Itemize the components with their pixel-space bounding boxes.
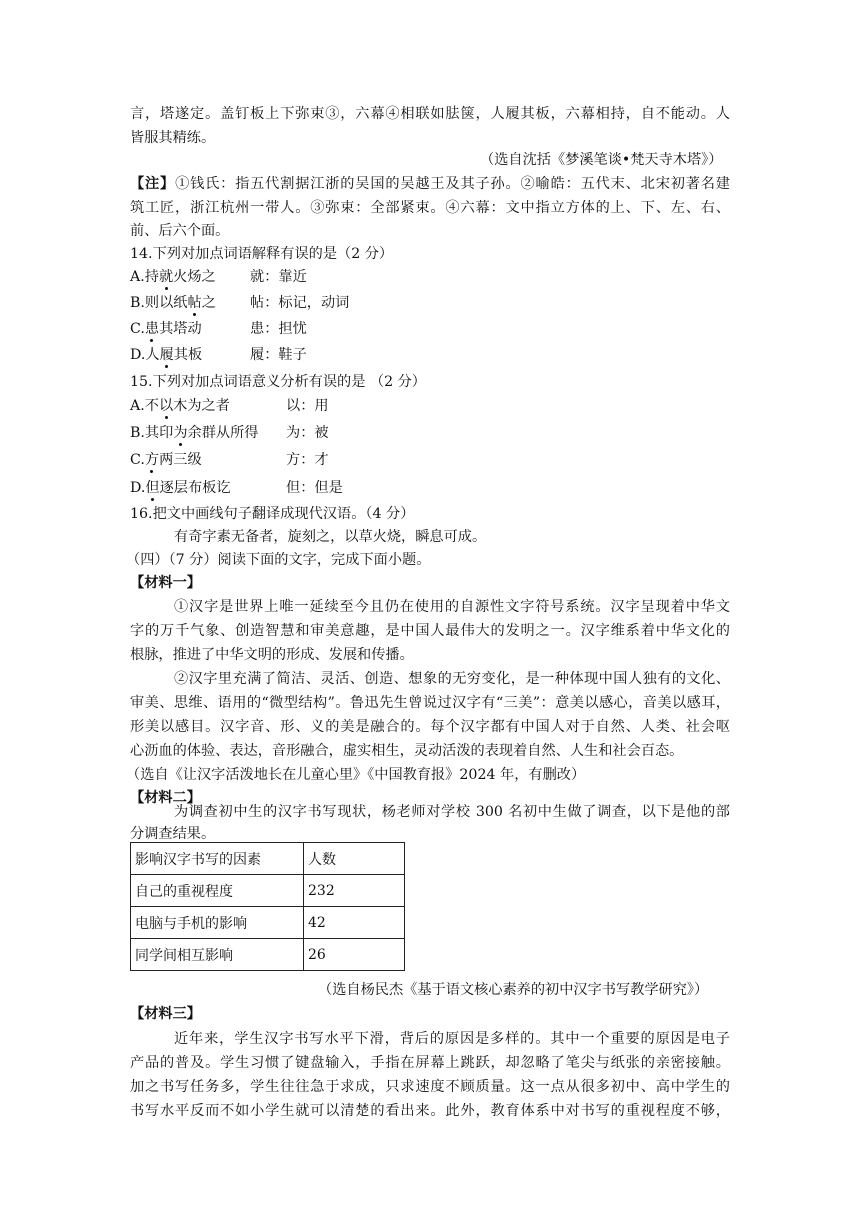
table-header-row bbox=[131, 843, 405, 875]
table-cell: 26 bbox=[304, 939, 405, 971]
material-1-text: 字的万千气象、创造智慧和审美意趣，是中国人最伟大的发明之一。汉字维系着中华文化的 bbox=[130, 623, 730, 639]
material-1-text: 根脉，推进了中华文明的形成、发展和传播。 bbox=[130, 647, 414, 663]
question-14-stem: 14.下列对加点词语解释有误的是（2 分） bbox=[130, 246, 394, 262]
passage-line: 言，塔遂定。盖钉板上下弥束③，六幕④相联如胠箧，人履其板，六幕相持，自不能动。人 bbox=[130, 106, 730, 122]
table-cell: 同学间相互影响 bbox=[131, 939, 304, 971]
table-cell: 42 bbox=[304, 907, 405, 939]
material-1-text: ①汉字是世界上唯一延续至今且仍在使用的自源性文字符号系统。汉字呈现着中华文 bbox=[174, 599, 730, 615]
note-text: ①钱氏：指五代割据江浙的吴国的吴越王及其子孙。②喻皓：五代末、北宋初著名建 bbox=[175, 176, 730, 192]
q14-option-a: A.持就火炀之 就：靠近 bbox=[130, 269, 307, 285]
material-2-text: 分调查结果。 bbox=[130, 826, 216, 842]
table-row bbox=[131, 875, 405, 907]
material-1-label: 【材料一】 bbox=[130, 575, 201, 591]
material-3-text: 近年来，学生汉字书写水平下滑，背后的原因是多样的。其中一个重要的原因是电子 bbox=[174, 1031, 730, 1047]
material-3-text: 加之书写任务多，学生往往急于求成，只求速度不顾质量。这一点从很多初中、高中学生的 bbox=[130, 1079, 730, 1095]
survey-table bbox=[130, 842, 405, 971]
material-1-source: （选自《让汉字活泼地长在儿童心里》《中国教育报》2024 年，有删改） bbox=[126, 767, 586, 783]
question-16-stem: 16.把文中画线句子翻译成现代汉语。（4 分） bbox=[130, 506, 415, 522]
note-line: 前、后六个面。 bbox=[130, 223, 230, 239]
note-label: 【注】 bbox=[130, 176, 176, 192]
material-2-text: 为调查初中生的汉字书写现状，杨老师对学校 300 名初中生做了调查，以下是他的部 bbox=[174, 804, 730, 820]
passage-source: （选自沈括《梦溪笔谈•梵天寺木塔》） bbox=[480, 152, 723, 168]
material-3-text: 产品的普及。学生习惯了键盘输入，手指在屏幕上跳跃，却忽略了笔尖与纸张的亲密接触。 bbox=[130, 1055, 730, 1071]
table-row bbox=[131, 939, 405, 971]
question-15-stem: 15.下列对加点词语意义分析有误的是 （2 分） bbox=[130, 374, 426, 390]
q14-option-c: C.患其塔动 患：担忧 bbox=[130, 321, 307, 337]
q14-option-b: B.则以纸帖之 帖：标记，动词 bbox=[130, 295, 350, 311]
section-heading: （四）（7 分）阅读下面的文字，完成下面小题。 bbox=[126, 552, 431, 568]
material-3-text: 书写水平反而不如小学生就可以清楚的看出来。此外，教育体系中对书写的重视程度不够， bbox=[130, 1103, 730, 1119]
q15-option-b: B.其印为余群从所得 为：被 bbox=[130, 425, 329, 441]
q15-option-c: C.方两三级 方：才 bbox=[130, 452, 329, 468]
material-1-text: 形美以感目。汉字音、形、义的美是融合的。每个汉字都有中国人对于自然、人类、社会呕 bbox=[130, 719, 730, 735]
translation-sentence: 有奇字素无备者，旋刻之，以草火烧，瞬息可成。 bbox=[174, 529, 487, 545]
table-cell: 自己的重视程度 bbox=[131, 875, 304, 907]
material-1-text: ②汉字里充满了简洁、灵活、创造、想象的无穷变化，是一种体现中国人独有的文化、 bbox=[174, 671, 730, 687]
note-line: 筑工匠，浙江杭州一带人。③弥束：全部紧束。④六幕：文中指立方体的上、下、左、右、 bbox=[130, 200, 730, 216]
q14-option-d: D.人履其板 履：鞋子 bbox=[130, 347, 307, 363]
note-line bbox=[130, 174, 730, 194]
table-cell: 232 bbox=[304, 875, 405, 907]
passage-line: 皆服其精练。 bbox=[130, 130, 216, 146]
q15-option-d: D.但逐层布板讫 但：但是 bbox=[130, 480, 343, 496]
table-cell: 电脑与手机的影响 bbox=[131, 907, 304, 939]
material-2-source: （选自杨民杰《基于语文核心素养的初中汉字书写教学研究》） bbox=[318, 982, 709, 998]
table-header-cell: 影响汉字书写的因素 bbox=[131, 843, 304, 875]
material-3-label: 【材料三】 bbox=[130, 1006, 201, 1022]
table-row bbox=[131, 907, 405, 939]
table-header-cell: 人数 bbox=[304, 843, 405, 875]
material-1-text: 审美、思维、语用的“微型结构”。鲁迅先生曾说过汉字有“三美”：意美以感心，音美以感耳， bbox=[130, 695, 730, 711]
material-2-label: 【材料二】 bbox=[130, 790, 201, 806]
q15-option-a: A.不以木为之者 以：用 bbox=[130, 398, 329, 414]
material-1-text: 心沥血的体验、表达，音形融合，虚实相生，灵动活泼的表现着自然、人生和社会百态。 bbox=[130, 743, 684, 759]
